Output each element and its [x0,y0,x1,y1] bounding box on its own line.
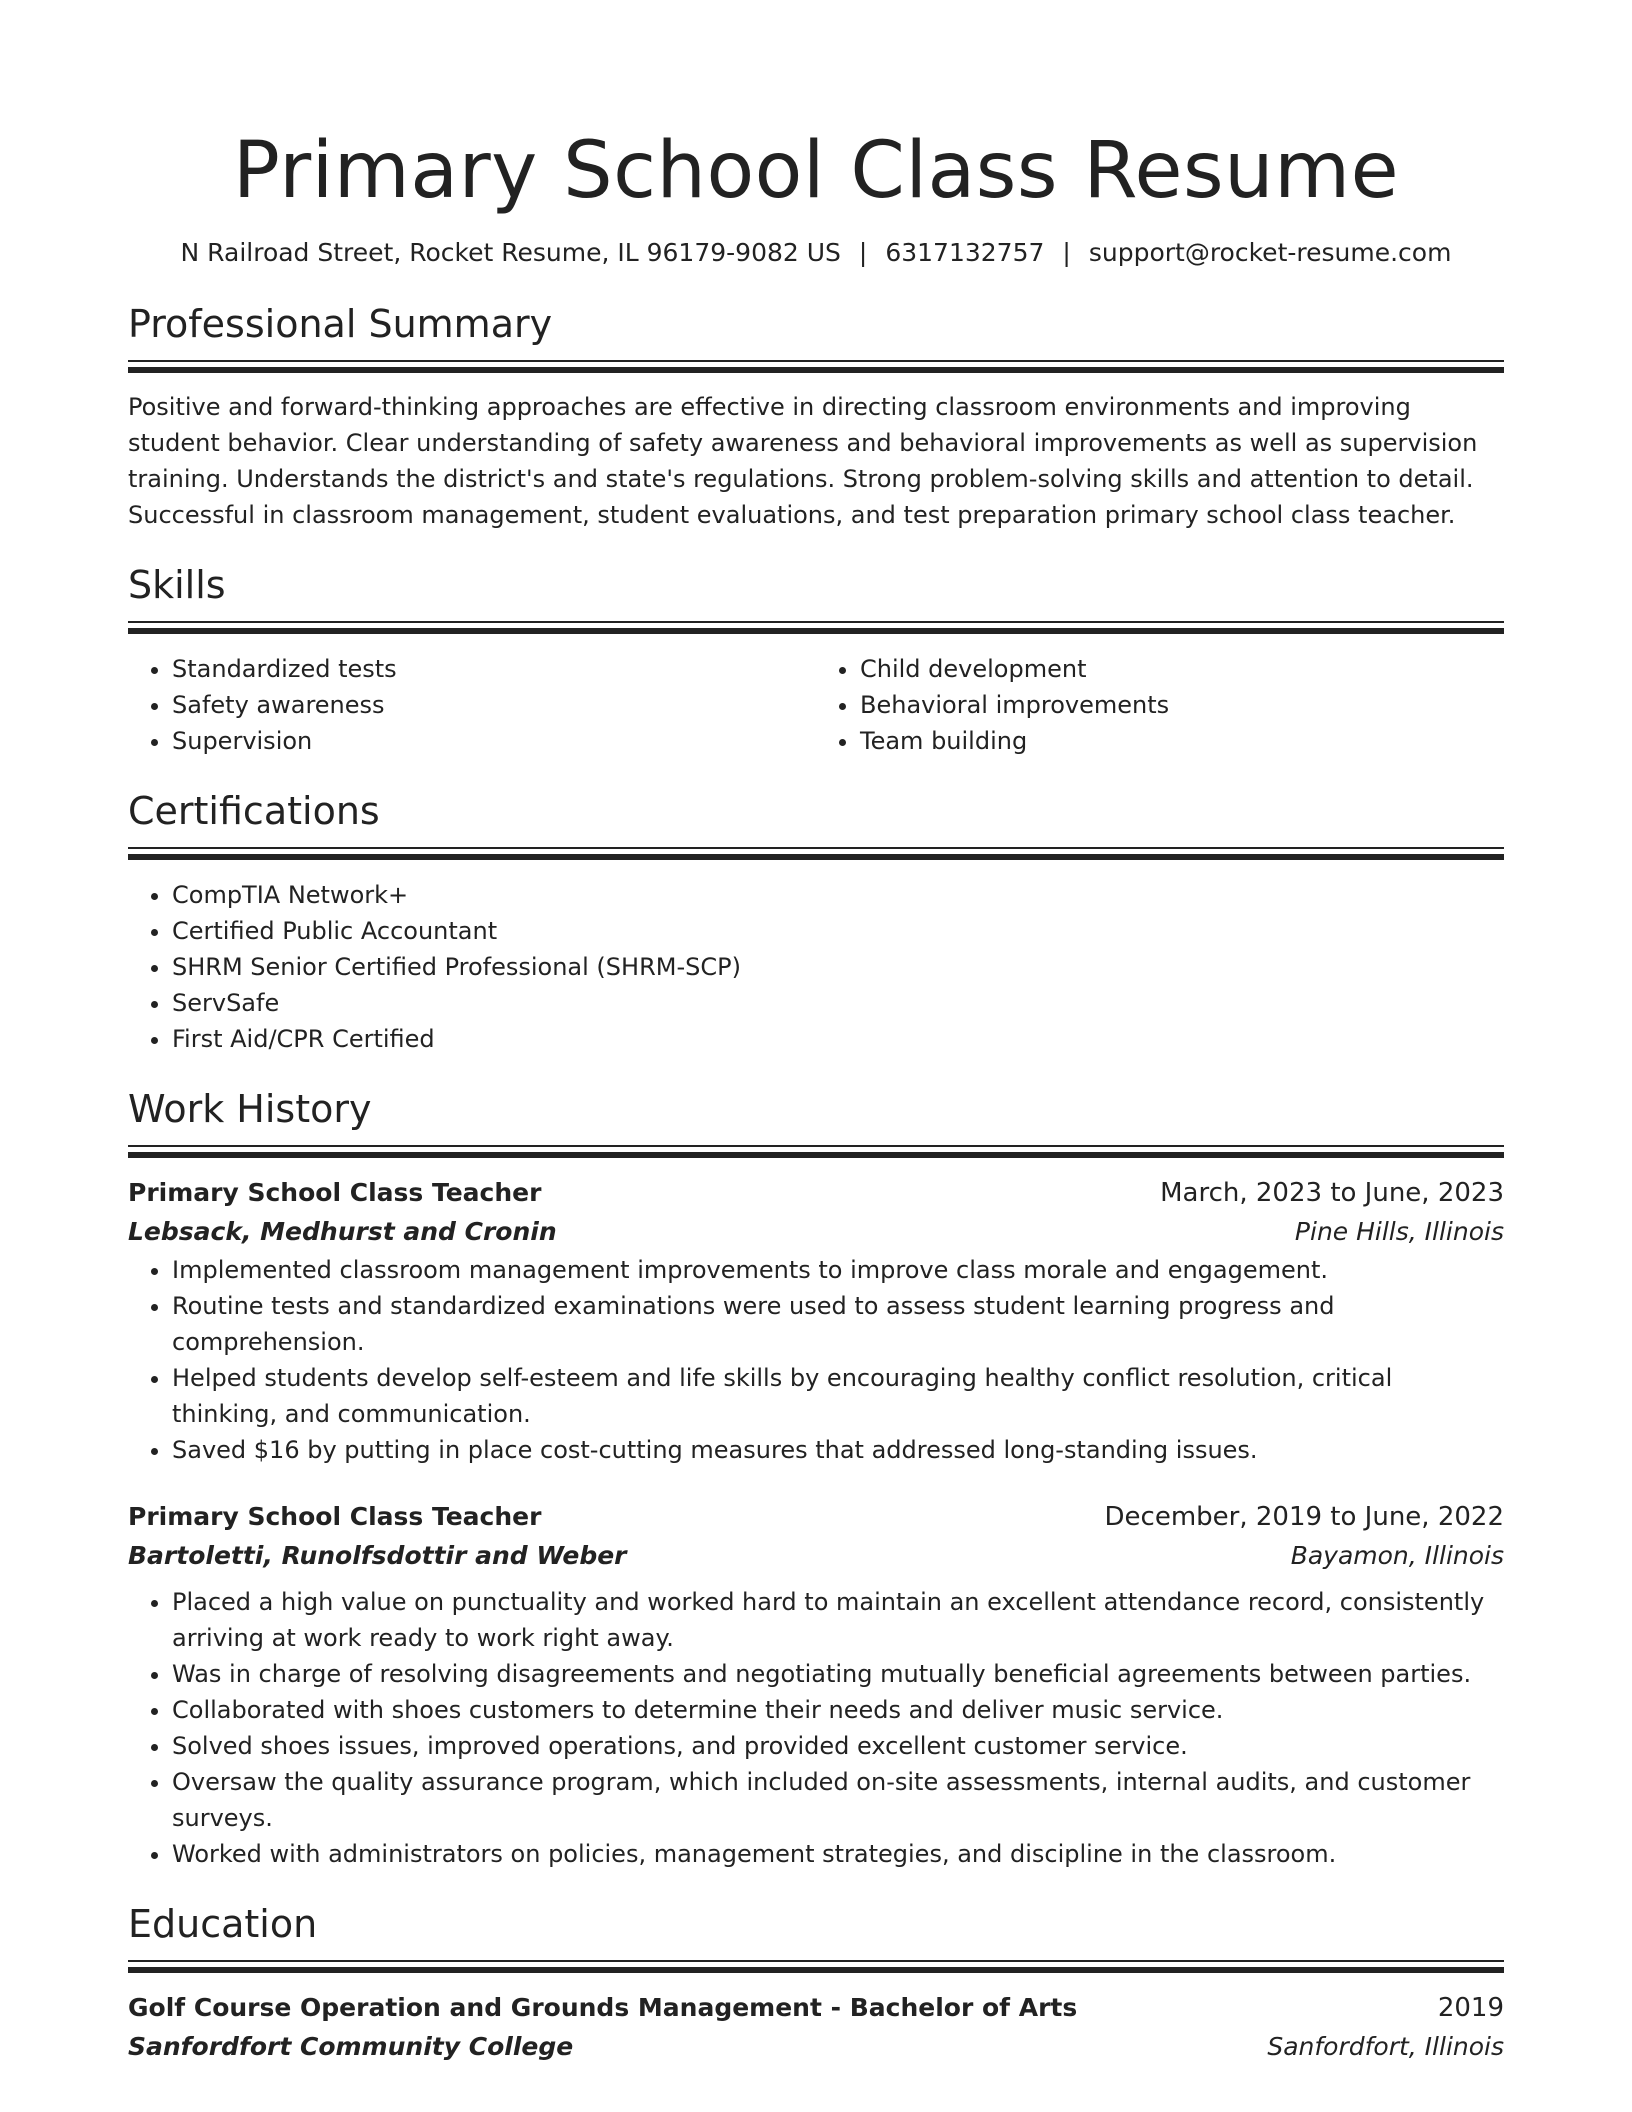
skill-item: • Child development [860,651,1504,687]
section-heading: Work History [128,1087,372,1131]
contact-phone: 6317132757 [885,238,1045,267]
job-bullet: • Was in charge of resolving disagreements and negotiating mutually beneficial agreements between parties. [172,1656,1504,1692]
skills-list-right [816,651,1504,759]
section-rule-thin [128,1145,1504,1147]
job-bullet: • Placed a high value on punctuality and worked hard to maintain an excellent attendance record, consistently arriving at work ready to work right away. [172,1584,1504,1656]
certification-item: • SHRM Senior Certified Professional (SHRM-SCP) [172,949,1504,985]
job-company: Bartoletti, Runolfsdottir and Weber [128,1541,627,1570]
job-bullet: • Oversaw the quality assurance program, which included on-site assessments, internal audits, and customer surveys. [172,1764,1504,1836]
section-rule-thick [128,367,1504,373]
section-rule-thick [128,1967,1504,1973]
job-dates: March, 2023 to June, 2023 [1160,1178,1504,1208]
job-bullet: • Collaborated with shoes customers to determine their needs and deliver music service. [172,1692,1504,1728]
education-header [128,1989,1504,2027]
skill-item: • Team building [860,723,1504,759]
section-heading: Professional Summary [128,302,553,346]
resume-title: Primary School Class Resume [232,126,1400,216]
job-location: Bayamon, Illinois [1290,1541,1504,1570]
summary-section [128,300,1504,533]
section-heading: Education [128,1902,318,1946]
job-company: Lebsack, Medhurst and Cronin [128,1217,557,1246]
job-bullet: • Solved shoes issues, improved operations, and provided excellent customer service. [172,1728,1504,1764]
job-entry [128,1174,1504,1468]
education-entry [128,1989,1504,2067]
job-header [128,1174,1504,1212]
job-entry [128,1498,1504,1872]
skill-item: • Standardized tests [172,651,816,687]
job-dates: December, 2019 to June, 2022 [1104,1502,1504,1532]
section-rule-thick [128,854,1504,860]
job-title: Primary School Class Teacher [128,1178,542,1207]
job-title: Primary School Class Teacher [128,1502,542,1531]
education-subheader [128,2027,1504,2067]
skills-section [128,561,1504,759]
job-bullet: • Implemented classroom management improvements to improve class morale and engagement. [172,1252,1504,1288]
section-heading: Certifications [128,789,380,833]
job-bullets [128,1252,1504,1468]
education-degree: Golf Course Operation and Grounds Management - Bachelor of Arts [128,1993,1078,2022]
summary-text: Positive and forward-thinking approaches are effective in directing classroom environments and improving student behavior. Clear understanding of safety awareness and behavioral improvements as well as supervision training. Understands the district's and state's regulations. Strong problem-solving skills and attention to detail. Successful in classroom management, student evaluations, and test preparation primary school class teacher. [128,393,1478,529]
certifications-list [128,877,1504,1057]
job-subheader [128,1212,1504,1252]
certifications-section [128,787,1504,1057]
section-rule-thin [128,847,1504,849]
education-location: Sanfordfort, Illinois [1267,2032,1504,2061]
contact-separator: | [858,238,868,267]
contact-address: N Railroad Street, Rocket Resume, IL 96179-9082 US [180,238,841,267]
job-header [128,1498,1504,1536]
contact-email: support@rocket-resume.com [1088,238,1452,267]
skills-list-left [128,651,816,759]
section-rule-thick [128,1152,1504,1158]
section-rule-thin [128,1960,1504,1962]
skill-item: • Supervision [172,723,816,759]
certification-item: • First Aid/CPR Certified [172,1021,1504,1057]
job-bullet: • Worked with administrators on policies, management strategies, and discipline in the classroom. [172,1836,1504,1872]
skills-grid [128,651,1504,759]
contact-separator: | [1062,238,1071,267]
section-rule-thin [128,360,1504,362]
job-bullet: • Saved $16 by putting in place cost-cutting measures that addressed long-standing issues. [172,1432,1504,1468]
education-year: 2019 [1437,1993,1504,2023]
job-bullet: • Routine tests and standardized examinations were used to assess student learning progress and comprehension. [172,1288,1504,1360]
certification-item: • ServSafe [172,985,1504,1021]
education-section [128,1900,1504,2067]
certification-item: • CompTIA Network+ [172,877,1504,913]
job-bullets [128,1584,1504,1872]
section-rule-thick [128,628,1504,634]
job-bullet: • Helped students develop self-esteem and life skills by encouraging healthy conflict resolution, critical thinking, and communication. [172,1360,1504,1432]
skill-item: • Behavioral improvements [860,687,1504,723]
skill-item: • Safety awareness [172,687,816,723]
job-subheader [128,1536,1504,1576]
contact-line [128,236,1504,270]
work-history-section [128,1085,1504,1872]
section-rule-thin [128,621,1504,623]
section-heading: Skills [128,563,226,607]
job-location: Pine Hills, Illinois [1294,1217,1504,1246]
certification-item: • Certified Public Accountant [172,913,1504,949]
education-school: Sanfordfort Community College [128,2032,574,2061]
